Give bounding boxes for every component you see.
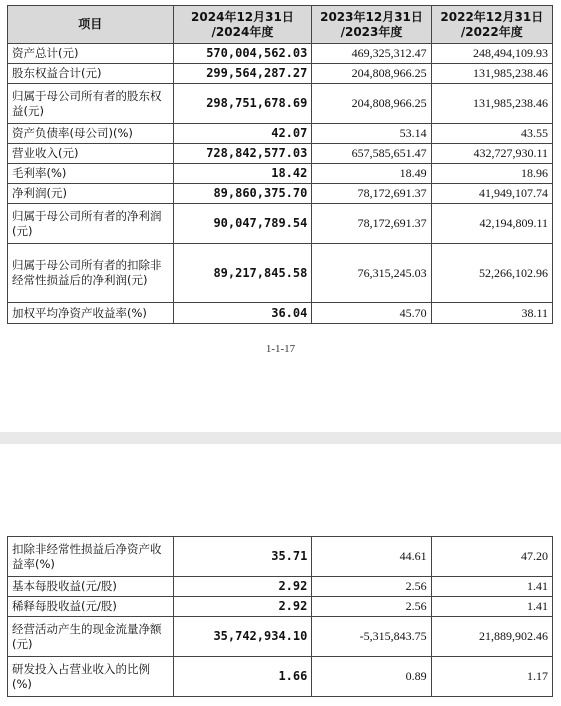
value-2022: 43.55 [431,124,552,144]
row-label: 稀释每股收益(元/股) [8,597,174,617]
value-2024: 2.92 [173,597,312,617]
table-row [8,144,553,164]
value-2022: 21,889,902.46 [431,617,552,657]
value-2024: 42.07 [173,124,312,144]
value-2022: 41,949,107.74 [431,184,552,204]
table-row [8,204,553,244]
value-2023: 204,808,966.25 [312,84,431,124]
row-label: 扣除非经常性损益后净资产收益率(%) [8,537,174,577]
value-2022: 18.96 [431,164,552,184]
value-2023: 2.56 [312,597,431,617]
row-label: 股东权益合计(元) [8,64,174,84]
row-label: 研发投入占营业收入的比例(%) [8,657,174,697]
value-2023: 53.14 [312,124,431,144]
row-label: 毛利率(%) [8,164,174,184]
value-2022: 1.41 [431,597,552,617]
table-row [8,64,553,84]
value-2023: 18.49 [312,164,431,184]
table-row [8,597,553,617]
value-2024: 89,860,375.70 [173,184,312,204]
value-2022: 248,494,109.93 [431,44,552,64]
row-label: 归属于母公司所有者的净利润(元) [8,204,174,244]
value-2023: 78,172,691.37 [312,184,431,204]
value-2023: 76,315,245.03 [312,244,431,303]
row-label: 净利润(元) [8,184,174,204]
header-2023: 2023年12月31日 /2023年度 [312,6,431,44]
table-row [8,124,553,144]
value-2023: 204,808,966.25 [312,64,431,84]
value-2023: 44.61 [312,537,431,577]
value-2024: 299,564,287.27 [173,64,312,84]
value-2023: 0.89 [312,657,431,697]
row-label: 经营活动产生的现金流量净额(元) [8,617,174,657]
header-2022: 2022年12月31日 /2022年度 [431,6,552,44]
financial-table-top [7,5,553,324]
value-2024: 728,842,577.03 [173,144,312,164]
table-row [8,657,553,697]
header-2024: 2024年12月31日 /2024年度 [173,6,312,44]
value-2022: 52,266,102.96 [431,244,552,303]
value-2024: 298,751,678.69 [173,84,312,124]
value-2023: -5,315,843.75 [312,617,431,657]
value-2024: 36.04 [173,303,312,324]
value-2023: 2.56 [312,577,431,597]
header-item: 项目 [8,6,174,44]
value-2024: 35.71 [173,537,312,577]
row-label: 营业收入(元) [8,144,174,164]
table-row [8,244,553,303]
value-2022: 432,727,930.11 [431,144,552,164]
row-label: 加权平均净资产收益率(%) [8,303,174,324]
value-2024: 90,047,789.54 [173,204,312,244]
page-break-divider [0,432,561,444]
row-label: 资产负债率(母公司)(%) [8,124,174,144]
table-row [8,537,553,577]
value-2024: 18.42 [173,164,312,184]
value-2023: 657,585,651.47 [312,144,431,164]
table-row [8,184,553,204]
table-header-row [8,6,553,44]
table-row [8,303,553,324]
financial-table-bottom [7,536,553,697]
page-number: 1-1-17 [265,343,296,355]
value-2022: 47.20 [431,537,552,577]
table-row [8,617,553,657]
value-2024: 35,742,934.10 [173,617,312,657]
table-row [8,84,553,124]
table-row [8,164,553,184]
value-2023: 469,325,312.47 [312,44,431,64]
row-label: 资产总计(元) [8,44,174,64]
value-2022: 1.17 [431,657,552,697]
row-label: 归属于母公司所有者的扣除非经常性损益后的净利润(元) [8,244,174,303]
value-2024: 570,004,562.03 [173,44,312,64]
value-2023: 78,172,691.37 [312,204,431,244]
value-2022: 38.11 [431,303,552,324]
value-2022: 131,985,238.46 [431,84,552,124]
value-2024: 89,217,845.58 [173,244,312,303]
row-label: 归属于母公司所有者的股东权益(元) [8,84,174,124]
value-2022: 131,985,238.46 [431,64,552,84]
value-2023: 45.70 [312,303,431,324]
table-row [8,577,553,597]
value-2022: 1.41 [431,577,552,597]
value-2022: 42,194,809.11 [431,204,552,244]
value-2024: 1.66 [173,657,312,697]
value-2024: 2.92 [173,577,312,597]
table-row [8,44,553,64]
row-label: 基本每股收益(元/股) [8,577,174,597]
